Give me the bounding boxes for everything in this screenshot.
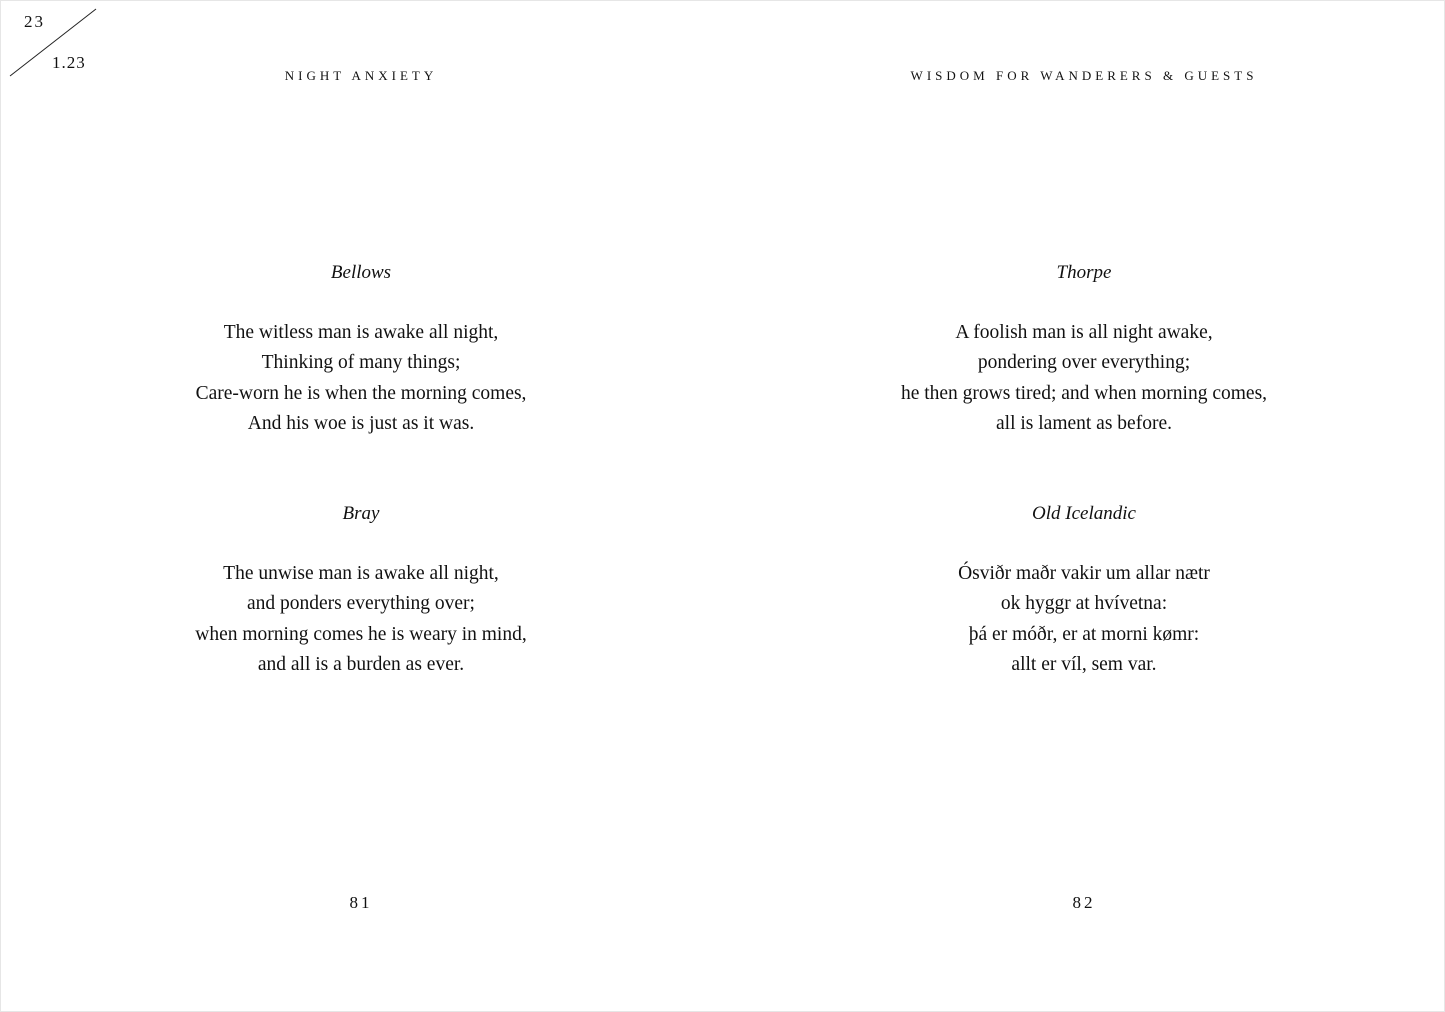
verse-line: when morning comes he is weary in mind,	[195, 623, 527, 645]
stanza-bray	[0, 499, 722, 680]
verse-line: all is lament as before.	[996, 412, 1172, 434]
verse-line: The witless man is awake all night,	[223, 322, 499, 343]
verse-lines	[723, 559, 1445, 680]
page-number-right: 82	[1072, 893, 1096, 912]
translator-name: Thorpe	[1056, 262, 1112, 283]
stanza-old-icelandic	[723, 499, 1445, 680]
page-number-left: 81	[349, 893, 373, 912]
stanza-reference: 1.23	[52, 53, 86, 72]
verse-lines	[0, 559, 722, 680]
verse-line: The unwise man is awake all night,	[223, 563, 499, 584]
verse-lines	[723, 318, 1445, 439]
stanza-thorpe	[723, 258, 1445, 439]
verse-line: and all is a burden as ever.	[257, 653, 465, 675]
stanza-bellows	[0, 258, 722, 439]
right-page	[723, 0, 1445, 1012]
left-page	[0, 0, 722, 1012]
verse-line: ok hyggr at hvívetna:	[1000, 593, 1168, 615]
translator-name: Bray	[342, 503, 380, 524]
source-language-label: Old Icelandic	[1032, 503, 1136, 524]
verse-line: and ponders everything over;	[247, 593, 475, 615]
verse-line: þá er móðr, er at morni kømr:	[968, 623, 1200, 645]
verse-line: Care-worn he is when the morning comes,	[195, 382, 527, 404]
verse-line: Ósviðr maðr vakir um allar nætr	[958, 563, 1210, 584]
running-head-left: NIGHT ANXIETY	[284, 68, 438, 83]
verse-line: And his woe is just as it was.	[247, 412, 475, 434]
section-number: 23	[24, 12, 45, 31]
translator-name: Bellows	[330, 262, 392, 283]
verse-line: pondering over everything;	[977, 352, 1191, 374]
verse-line: A foolish man is all night awake,	[955, 322, 1213, 343]
verse-line: Thinking of many things;	[261, 352, 461, 374]
verse-lines	[0, 318, 722, 439]
verse-line: allt er víl, sem var.	[1011, 653, 1157, 675]
running-head-right: WISDOM FOR WANDERERS & GUESTS	[910, 68, 1258, 83]
verse-line: he then grows tired; and when morning comes,	[900, 382, 1268, 404]
